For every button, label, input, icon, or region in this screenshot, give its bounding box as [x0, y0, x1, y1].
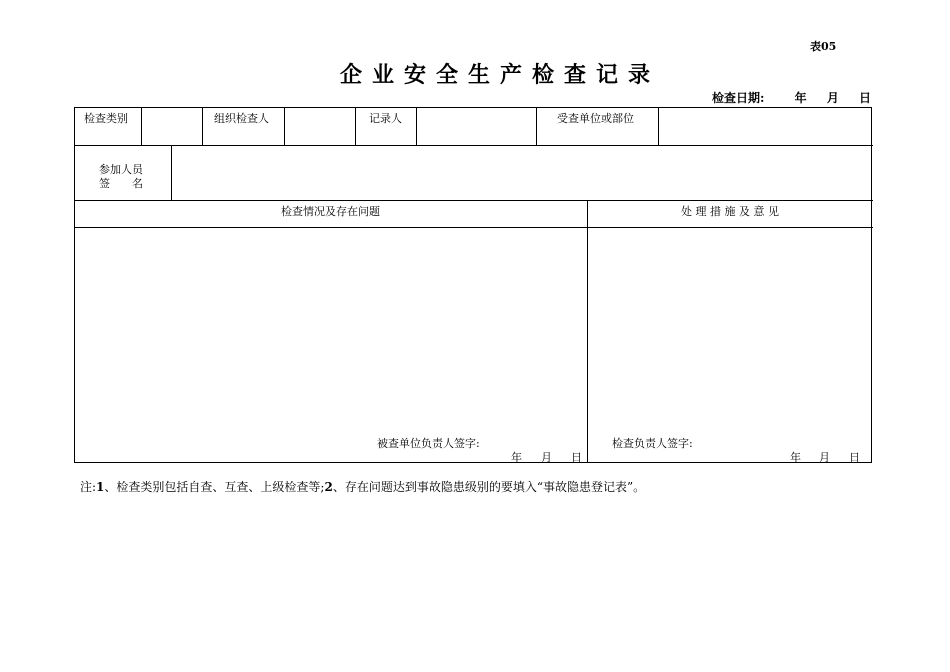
measures-content-area[interactable] [589, 229, 871, 429]
footnote [80, 478, 645, 495]
inspected-unit-label: 受查单位或部位 [557, 112, 634, 125]
row-divider-3 [74, 227, 873, 228]
note-number-1: 1 [96, 480, 105, 494]
organizer-field[interactable] [285, 108, 355, 145]
left-day-label: 日 [571, 451, 582, 464]
date-month-label: 月 [826, 91, 839, 105]
recorder-label: 记录人 [369, 112, 402, 125]
date-year-label: 年 [794, 91, 807, 105]
col-divider [355, 107, 356, 145]
date-day-label: 日 [859, 91, 872, 105]
note-text-1: 、检查类别包括自查、互查、上级检查等; [104, 480, 325, 494]
right-month-label: 月 [819, 451, 830, 464]
inspected-unit-signature-label: 被查单位负责人签字: [377, 437, 480, 450]
inspection-date-row [712, 89, 871, 106]
left-month-label: 月 [541, 451, 552, 464]
signature-label: 签 名 [99, 177, 143, 190]
page-title: 企业安全生产检查记录 [339, 62, 660, 88]
measures-header: 处 理 措 施 及 意 见 [681, 205, 779, 218]
participants-label: 参加人员 [99, 163, 143, 176]
note-text-2: 、存在问题达到事故隐患级别的要填入“事故隐患登记表”。 [332, 480, 646, 494]
participants-field[interactable] [172, 147, 871, 199]
left-year-label: 年 [511, 451, 522, 464]
inspector-signature-label: 检查负责人签字: [612, 437, 693, 450]
category-label: 检查类别 [84, 112, 128, 125]
right-year-label: 年 [790, 451, 801, 464]
inspection-date-label: 检查日期: [712, 91, 765, 105]
issues-content-area[interactable] [75, 229, 586, 429]
form-number: 表05 [810, 40, 837, 53]
organizer-label: 组织检查人 [214, 112, 269, 125]
right-day-label: 日 [849, 451, 860, 464]
col-divider [536, 107, 537, 145]
inspected-unit-field[interactable] [659, 108, 871, 145]
note-prefix: 注: [80, 480, 97, 494]
issues-header: 检查情况及存在问题 [281, 205, 380, 218]
row-divider-1 [74, 145, 873, 146]
section-divider [587, 200, 588, 463]
note-number-2: 2 [324, 480, 333, 494]
col-divider [202, 107, 203, 145]
row-divider-2 [74, 200, 873, 201]
category-field[interactable] [142, 108, 202, 145]
recorder-field[interactable] [417, 108, 536, 145]
